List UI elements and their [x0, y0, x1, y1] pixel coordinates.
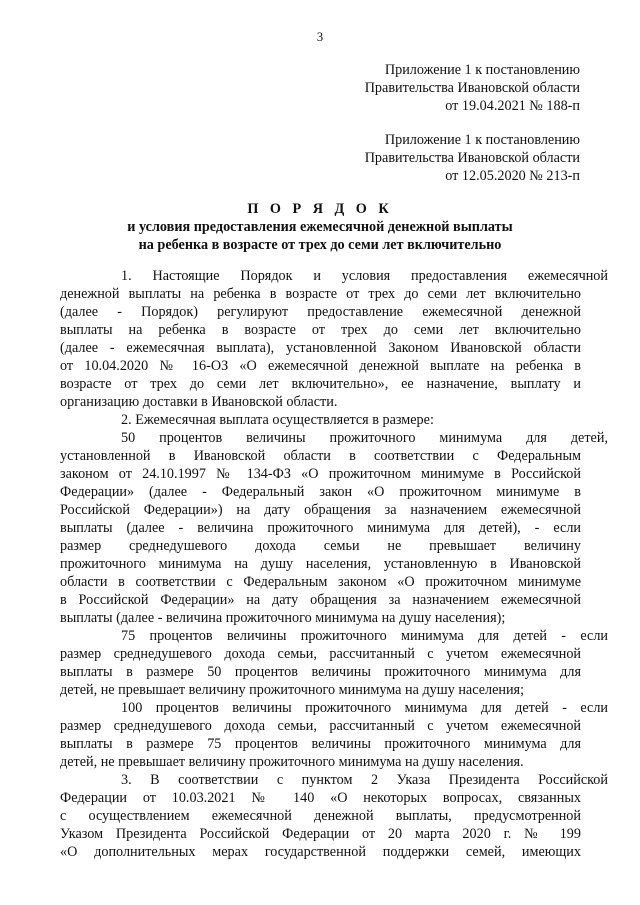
title-subtitle: на ребенка в возрасте от трех до семи лет включительно: [138, 237, 502, 253]
text-line: от 10.04.2020 № 16-ОЗ «О ежемесячной денежной выплате на ребенка в: [60, 358, 581, 374]
text-line: 50 процентов величины прожиточного минимума для детей,: [121, 430, 608, 446]
text-line: детей, не превышает величину прожиточного минимума на душу населения.: [60, 754, 524, 770]
text-line: возрасте от трех до семи лет включительно», ее назначение, выплату и: [60, 376, 581, 392]
appendix-line: от 19.04.2021 № 188-п: [445, 98, 580, 114]
appendix-line: Приложение 1 к постановлению: [384, 62, 580, 78]
text-line: выплаты в размере 75 процентов величины прожиточного минимума для: [60, 736, 581, 752]
text-line: размер среднедушевого дохода семьи, рассчитанный с учетом ежемесячной: [60, 646, 581, 662]
text-line: 1. Настоящие Порядок и условия предоставления ежемесячной: [121, 268, 608, 284]
text-line: (далее - Порядок) регулируют предоставление ежемесячной денежной: [60, 304, 581, 320]
text-line: детей, не превышает величину прожиточного минимума на душу населения;: [60, 682, 525, 698]
text-line: Федерации» (далее - Федеральный закон «О прожиточном минимуме в: [60, 484, 581, 500]
text-line: выплаты в размере 50 процентов величины прожиточного минимума для: [60, 664, 581, 680]
text-line: (далее - ежемесячная выплата), установленной Законом Ивановской области: [60, 340, 581, 356]
appendix-line: Правительства Ивановской области: [364, 80, 580, 96]
appendix-line: Правительства Ивановской области: [364, 150, 580, 166]
text-line: в Российской Федерации» на дату обращения за назначением ежемесячной: [60, 592, 581, 608]
text-line: прожиточного минимума на душу населения, установленную в Ивановской: [60, 556, 581, 572]
title-subtitle: и условия предоставления ежемесячной денежной выплаты: [127, 219, 513, 235]
text-line: Федерации от 10.03.2021 № 140 «О некоторых вопросах, связанных: [60, 790, 581, 806]
text-line: с осуществлением ежемесячной денежной выплаты, предусмотренной: [60, 808, 581, 824]
text-line: Указом Президента Российской Федерации от 20 марта 2020 г. № 199: [60, 826, 581, 842]
appendix-note-current: [280, 61, 580, 115]
text-line: законом от 24.10.1997 № 134-ФЗ «О прожиточном минимуме в Российской: [60, 466, 581, 482]
text-line: 75 процентов величины прожиточного минимума для детей - если: [121, 628, 608, 644]
text-line: области в соответствии с Федеральным законом «О прожиточном минимуме: [60, 574, 581, 590]
text-line: выплаты на ребенка в возрасте от трех до семи лет включительно: [60, 322, 581, 338]
text-line: выплаты (далее - величина прожиточного минимума на душу населения);: [60, 610, 506, 626]
text-line: установленной в Ивановской области в соответствии с Федеральным: [60, 448, 581, 464]
document-title: [60, 200, 580, 254]
text-line: выплаты (далее - величина прожиточного минимума для детей), - если: [60, 520, 581, 536]
page-number: 3: [316, 30, 324, 44]
appendix-note-previous: [280, 131, 580, 185]
document-body: [60, 267, 608, 861]
text-line: размер среднедушевого дохода семьи, рассчитанный с учетом ежемесячной: [60, 718, 581, 734]
text-line: организацию доставки в Ивановской области.: [60, 394, 338, 410]
text-line: денежной выплаты на ребенка в возрасте от трех до семи лет включительно: [60, 286, 581, 302]
text-line: 2. Ежемесячная выплата осуществляется в размере:: [121, 412, 434, 428]
appendix-line: Приложение 1 к постановлению: [384, 132, 580, 148]
appendix-line: от 12.05.2020 № 213-п: [445, 168, 580, 184]
text-line: Российской Федерации») на дату обращения за назначением ежемесячной: [60, 502, 581, 518]
title-heading: П О Р Я Д О К: [247, 201, 393, 217]
text-line: размер среднедушевого дохода семьи не превышает величину: [60, 538, 581, 554]
text-line: 3. В соответствии с пунктом 2 Указа Президента Российской: [121, 772, 608, 788]
text-line: 100 процентов величины прожиточного минимума для детей - если: [121, 700, 608, 716]
text-line: «О дополнительных мерах государственной поддержки семей, имеющих: [60, 844, 581, 860]
